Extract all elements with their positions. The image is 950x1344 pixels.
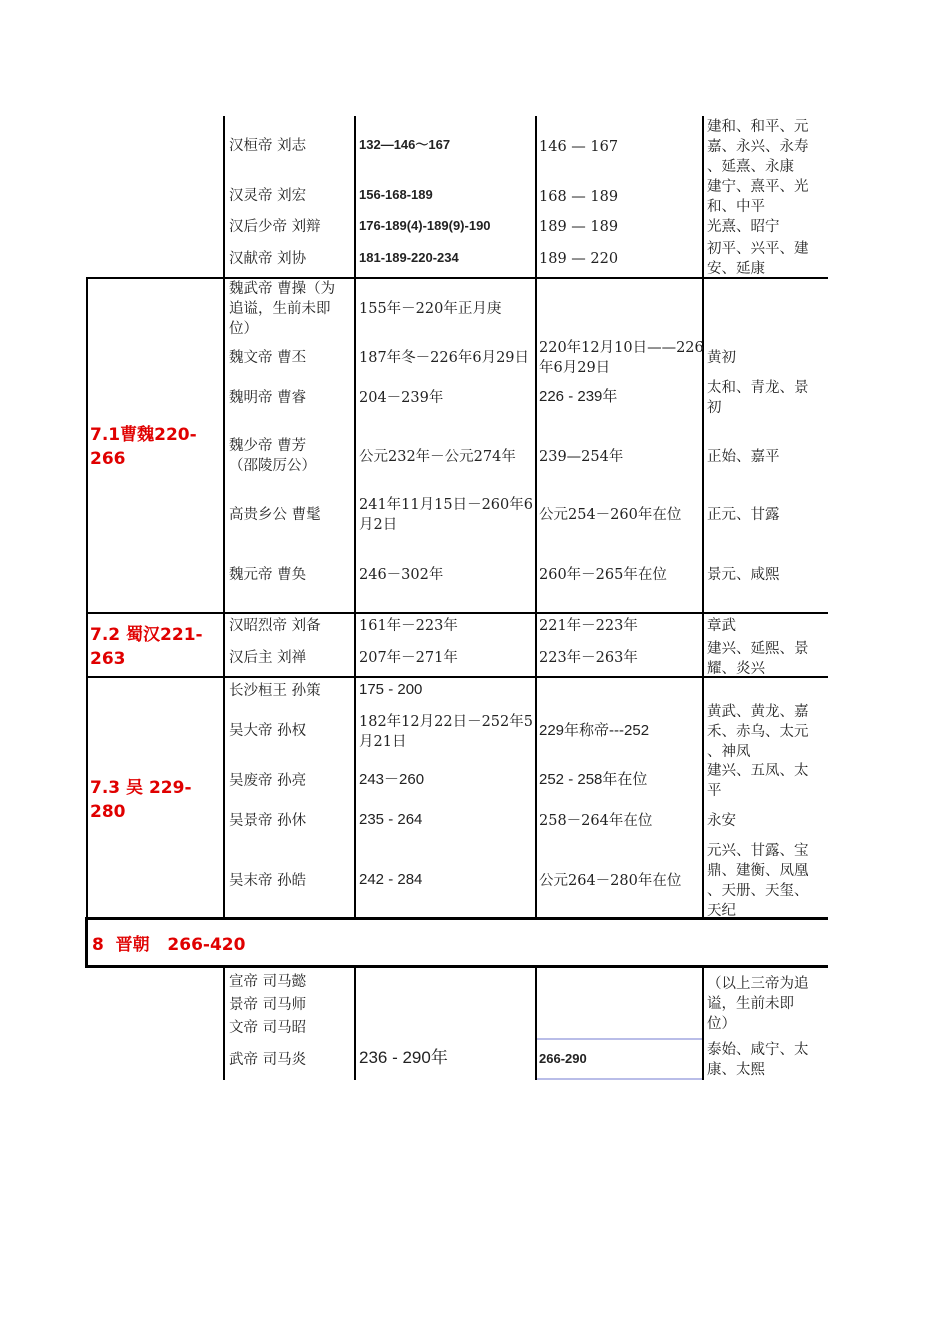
emperor-name: 吴大帝 孙权 xyxy=(229,723,307,739)
emperor-name: 武帝 司马炎 xyxy=(229,1052,307,1068)
era-names: 太和、青龙、景 初 xyxy=(707,380,809,416)
grid-line xyxy=(535,116,537,918)
era-names: 景元、咸熙 xyxy=(707,567,780,583)
lifespan: 236 - 290年 xyxy=(359,1048,448,1067)
emperor-name: 魏文帝 曹丕 xyxy=(229,350,307,366)
emperor-name: 汉灵帝 刘宏 xyxy=(229,188,307,204)
lifespan: 242 - 284 xyxy=(359,871,423,888)
lifespan: 156-168-189 xyxy=(359,187,433,202)
reign-period: 252 - 258年在位 xyxy=(539,771,648,788)
reign-period: 公元254－260年在位 xyxy=(539,507,682,523)
emperor-name: 吴废帝 孙亮 xyxy=(229,773,307,789)
dynasty-label-wei: 7.1曹魏220- 266 xyxy=(90,425,197,469)
era-names: 永安 xyxy=(707,813,736,829)
era-names: 元兴、甘露、宝 鼎、建衡、凤凰 、天册、天玺、 天纪 xyxy=(707,843,809,919)
emperor-name: 吴末帝 孙皓 xyxy=(229,873,307,889)
emperor-name: 汉后少帝 刘辩 xyxy=(229,219,321,235)
emperor-name: 汉昭烈帝 刘备 xyxy=(229,618,321,634)
reign-period: 223年－263年 xyxy=(539,650,638,666)
reign-period: 258－264年在位 xyxy=(539,813,653,829)
grid-line xyxy=(223,968,225,1080)
lifespan: 246－302年 xyxy=(359,567,444,583)
emperor-name: 汉献帝 刘协 xyxy=(229,251,307,267)
emperor-name: 高贵乡公 曹髦 xyxy=(229,507,321,523)
emperor-name: 汉桓帝 刘志 xyxy=(229,138,307,154)
era-names: 章武 xyxy=(707,618,736,634)
reign-period: 229年称帝---252 xyxy=(539,722,650,739)
jin-header-border xyxy=(85,917,88,968)
dynasty-label-shu: 7.2 蜀汉221- 263 xyxy=(90,625,203,669)
emperor-name: 汉后主 刘禅 xyxy=(229,650,307,666)
era-names: 建兴、五凤、太 平 xyxy=(707,763,809,799)
reign-period: 189 — 189 xyxy=(539,219,619,235)
grid-line xyxy=(702,968,704,1080)
emperor-name: 魏元帝 曹奂 xyxy=(229,567,307,583)
grid-line xyxy=(702,116,704,918)
lifespan: 175 - 200 xyxy=(359,681,423,698)
emperor-name: 长沙桓王 孙策 xyxy=(229,683,321,699)
reign-period: 260年－265年在位 xyxy=(539,567,667,583)
reign-period: 226 - 239年 xyxy=(539,388,618,405)
grid-line xyxy=(354,116,356,918)
lifespan: 176-189(4)-189(9)-190 xyxy=(359,218,491,233)
lifespan: 181-189-220-234 xyxy=(359,250,459,265)
era-names: 正元、甘露 xyxy=(707,507,780,523)
reign-period: 168 — 189 xyxy=(539,189,619,205)
posthumous-emperors: 宣帝 司马懿 景帝 司马师 文帝 司马昭 xyxy=(229,974,307,1036)
lifespan: 207年－271年 xyxy=(359,650,458,666)
era-names: 黄武、黄龙、嘉 禾、赤乌、太元 、神凤 xyxy=(707,704,809,760)
era-names: 正始、嘉平 xyxy=(707,449,780,465)
lifespan: 241年11月15日－260年6 月2日 xyxy=(359,497,533,533)
lifespan: 204－239年 xyxy=(359,390,444,406)
lifespan: 公元232年－公元274年 xyxy=(359,449,516,465)
lifespan: 235 - 264 xyxy=(359,811,423,828)
reign-period: 221年－223年 xyxy=(539,618,638,634)
era-names: 泰始、咸宁、太 康、太熙 xyxy=(707,1042,809,1078)
jin-header-border xyxy=(86,965,828,968)
section-divider xyxy=(86,612,828,614)
grid-line xyxy=(354,968,356,1080)
era-names: 黄初 xyxy=(707,350,736,366)
era-names: 初平、兴平、建 安、延康 xyxy=(707,241,809,277)
reign-period: 146 — 167 xyxy=(539,139,619,155)
grid-line xyxy=(223,116,225,918)
cell-highlight-line xyxy=(537,1078,702,1080)
dynasty-label-wu: 7.3 吴 229- 280 xyxy=(90,778,192,822)
emperor-name: 魏少帝 曹芳 （邵陵厉公） xyxy=(229,438,316,474)
dynasty-header-jin: 8 晋朝 266-420 xyxy=(92,935,246,955)
emperor-name: 魏武帝 曹操（为 追谥，生前未即 位） xyxy=(229,281,336,337)
reign-period: 公元264－280年在位 xyxy=(539,873,682,889)
lifespan: 155年－220年正月庚 xyxy=(359,301,502,317)
reign-period: 266-290 xyxy=(539,1051,587,1066)
era-names: 光熹、昭宁 xyxy=(707,219,780,235)
posthumous-note: （以上三帝为追 谥，生前未即 位） xyxy=(707,976,809,1032)
lifespan: 132—146～167 xyxy=(359,137,451,152)
lifespan: 161年－223年 xyxy=(359,618,458,634)
emperor-name: 吴景帝 孙休 xyxy=(229,813,307,829)
lifespan: 182年12月22日－252年5 月21日 xyxy=(359,714,533,750)
reign-period: 189 — 220 xyxy=(539,251,619,267)
era-names: 建兴、延熙、景 耀、炎兴 xyxy=(707,641,809,677)
era-names: 建宁、熹平、光 和、中平 xyxy=(707,179,809,215)
reign-period: 220年12月10日——226 年6月29日 xyxy=(539,340,704,376)
reign-period: 239—254年 xyxy=(539,449,624,465)
cell-highlight-line xyxy=(537,1038,702,1040)
emperor-name: 魏明帝 曹睿 xyxy=(229,390,307,406)
lifespan: 243－260 xyxy=(359,771,425,788)
era-names: 建和、和平、元 嘉、永兴、永寿 、延熹、永康 xyxy=(707,119,809,175)
grid-line xyxy=(86,278,88,918)
lifespan: 187年冬－226年6月29日 xyxy=(359,350,530,366)
grid-line xyxy=(535,968,537,1080)
